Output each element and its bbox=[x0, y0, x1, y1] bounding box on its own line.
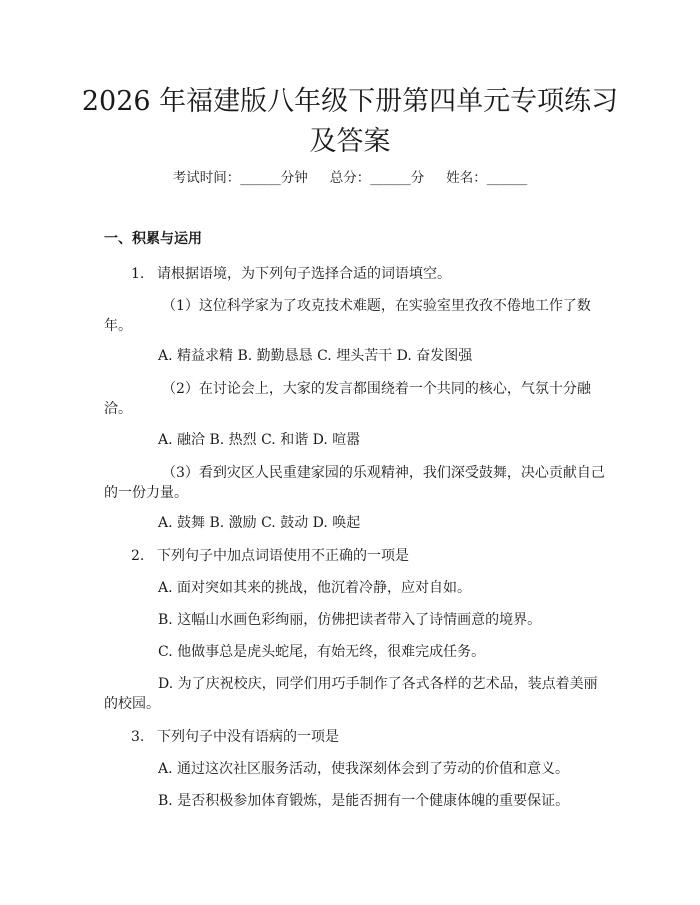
total-score-field: 总分：______分 bbox=[329, 170, 425, 186]
question-1-sub-3-options: A. 鼓舞 B. 激励 C. 鼓动 D. 唤起 bbox=[158, 515, 361, 531]
exam-meta bbox=[0, 168, 700, 188]
question-2-option-d-cont: 的校园。 bbox=[104, 696, 160, 712]
question-2-option-d: D. 为了庆祝校庆，同学们用巧手制作了各式各样的艺术品，装点着美丽 bbox=[158, 676, 598, 692]
exam-time-field: 考试时间：______分钟 bbox=[172, 170, 308, 186]
question-2-option-b: B. 这幅山水画色彩绚丽，仿佛把读者带入了诗情画意的境界。 bbox=[158, 612, 542, 628]
question-1-sub-2: （2）在讨论会上，大家的发言都围绕着一个共同的核心，气氛十分融 bbox=[162, 381, 591, 397]
question-1-stem bbox=[131, 264, 451, 284]
question-3-option-b: B. 是否积极参加体育锻炼，是能否拥有一个健康体魄的重要保证。 bbox=[158, 793, 570, 809]
question-1-sub-2-cont: 洽。 bbox=[104, 401, 132, 417]
question-1-sub-1-cont: 年。 bbox=[104, 318, 132, 334]
page-title: 2026 年福建版八年级下册第四单元专项练习及答案 bbox=[81, 86, 619, 157]
student-name-field: 姓名：______ bbox=[446, 170, 528, 186]
question-2-stem bbox=[131, 546, 409, 566]
question-2-option-c: C. 他做事总是虎头蛇尾，有始无终，很难完成任务。 bbox=[158, 644, 486, 660]
question-3-stem bbox=[131, 727, 339, 747]
question-number: 2. bbox=[131, 548, 145, 564]
question-text: 下列句子中加点词语使用不正确的一项是 bbox=[157, 548, 409, 564]
question-1-sub-1-options: A. 精益求精 B. 勤勤恳恳 C. 埋头苦干 D. 奋发图强 bbox=[158, 348, 473, 364]
question-number: 1. bbox=[131, 266, 145, 282]
question-1-sub-3-cont: 的一份力量。 bbox=[104, 485, 188, 501]
question-2-option-a: A. 面对突如其来的挑战，他沉着冷静，应对自如。 bbox=[158, 580, 472, 596]
question-text: 请根据语境，为下列句子选择合适的词语填空。 bbox=[157, 266, 451, 282]
question-text: 下列句子中没有语病的一项是 bbox=[157, 729, 339, 745]
question-3-option-a: A. 通过这次社区服务活动，使我深刻体会到了劳动的价值和意义。 bbox=[158, 761, 570, 777]
question-1-sub-3: （3）看到灾区人民重建家园的乐观精神，我们深受鼓舞，决心贡献自己 bbox=[162, 465, 605, 481]
section-heading: 一、积累与运用 bbox=[104, 231, 202, 247]
question-number: 3. bbox=[131, 729, 145, 745]
question-1-sub-1: （1）这位科学家为了攻克技术难题，在实验室里孜孜不倦地工作了数 bbox=[162, 298, 591, 314]
question-1-sub-2-options: A. 融洽 B. 热烈 C. 和谐 D. 喧嚣 bbox=[158, 432, 361, 448]
